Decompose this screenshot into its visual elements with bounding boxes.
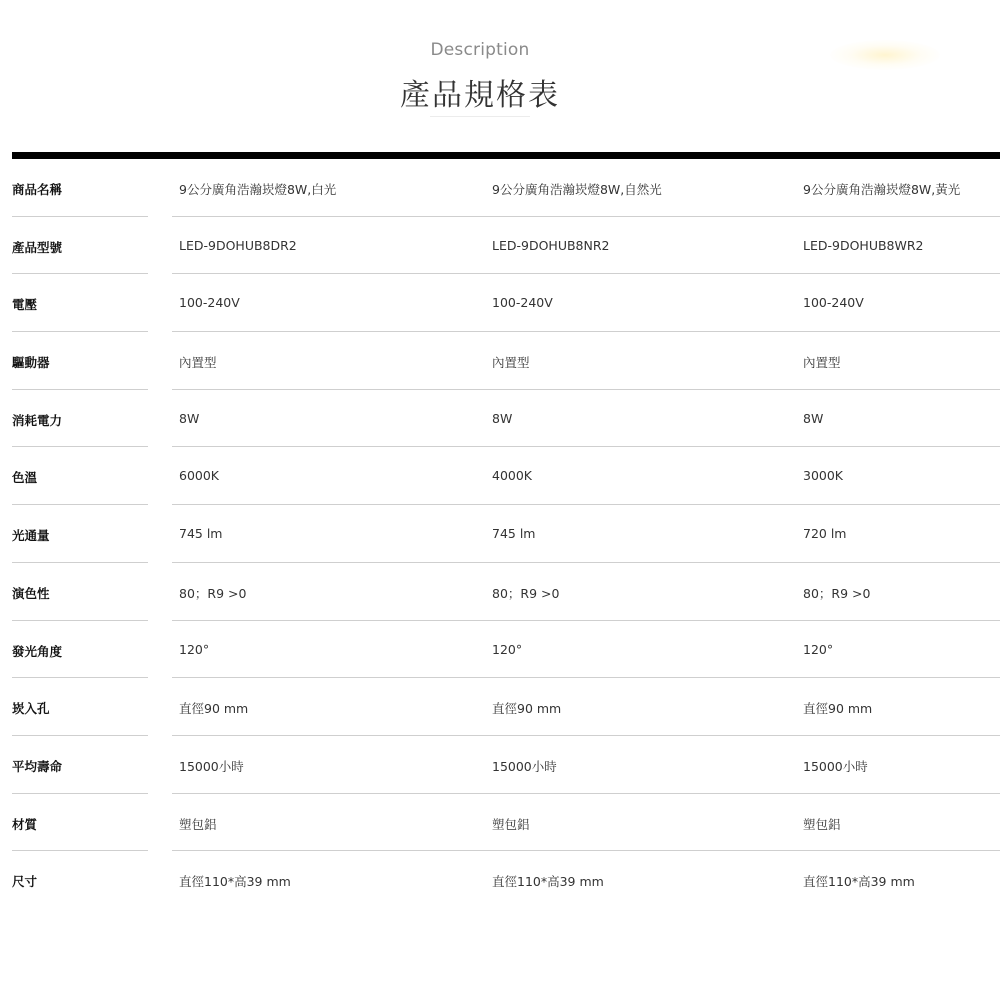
table-cell: 9公分廣角浩瀚崁燈8W,自然光 bbox=[492, 182, 662, 197]
row-label: 平均壽命 bbox=[12, 758, 63, 774]
table-cell: 15000小時 bbox=[179, 758, 244, 774]
table-top-rule bbox=[12, 152, 1000, 159]
row-label: 演色性 bbox=[12, 585, 50, 601]
table-cell: 9公分廣角浩瀚崁燈8W,黃光 bbox=[803, 182, 961, 197]
table-cell: 100-240V bbox=[179, 295, 240, 311]
table-cell: 720 lm bbox=[803, 526, 847, 542]
page-title: 產品規格表 bbox=[400, 78, 560, 113]
table-row bbox=[12, 736, 1000, 794]
table-cell: 內置型 bbox=[492, 355, 530, 371]
table-cell: 120° bbox=[803, 641, 834, 657]
row-label: 尺寸 bbox=[12, 874, 38, 890]
row-label: 色溫 bbox=[12, 470, 38, 486]
row-label: 電壓 bbox=[12, 297, 38, 313]
title-underline bbox=[430, 116, 530, 117]
table-row bbox=[12, 505, 1000, 563]
table-cell: 80；R9 >0 bbox=[179, 585, 247, 601]
table-cell: 745 lm bbox=[492, 526, 536, 542]
table-cell: 15000小時 bbox=[492, 758, 557, 774]
row-label: 消耗電力 bbox=[12, 412, 63, 428]
table-row bbox=[12, 621, 1000, 679]
row-label: 材質 bbox=[12, 816, 38, 832]
table-row bbox=[12, 159, 1000, 217]
table-row bbox=[12, 851, 1000, 909]
table-cell: 15000小時 bbox=[803, 758, 868, 774]
row-label: 商品名稱 bbox=[12, 182, 63, 197]
row-label: 光通量 bbox=[12, 528, 50, 544]
spec-table bbox=[12, 159, 1000, 909]
table-row bbox=[12, 274, 1000, 332]
table-row bbox=[12, 217, 1000, 275]
row-label: 崁入孔 bbox=[12, 701, 50, 717]
table-cell: 100-240V bbox=[492, 295, 553, 311]
section-subtitle: Description bbox=[430, 40, 530, 60]
table-row bbox=[12, 794, 1000, 852]
table-cell: 120° bbox=[492, 641, 523, 657]
table-cell: 塑包鋁 bbox=[492, 816, 530, 832]
table-cell: 塑包鋁 bbox=[179, 816, 217, 832]
table-cell: LED-9DOHUB8DR2 bbox=[179, 237, 297, 253]
table-cell: 直徑110*高39 mm bbox=[492, 874, 604, 890]
row-label: 驅動器 bbox=[12, 355, 50, 371]
table-cell: 9公分廣角浩瀚崁燈8W,白光 bbox=[179, 182, 337, 197]
table-cell: 直徑110*高39 mm bbox=[803, 874, 915, 890]
table-cell: 745 lm bbox=[179, 526, 223, 542]
table-cell: 直徑90 mm bbox=[803, 701, 873, 717]
table-row bbox=[12, 390, 1000, 448]
table-cell: 直徑90 mm bbox=[492, 701, 562, 717]
table-cell: 100-240V bbox=[803, 295, 864, 311]
table-cell: 塑包鋁 bbox=[803, 816, 841, 832]
table-cell: 直徑90 mm bbox=[179, 701, 249, 717]
table-cell: 80；R9 >0 bbox=[492, 585, 560, 601]
table-row bbox=[12, 563, 1000, 621]
table-cell: LED-9DOHUB8NR2 bbox=[492, 237, 610, 253]
table-cell: 4000K bbox=[492, 468, 533, 484]
table-cell: 8W bbox=[492, 410, 513, 426]
table-cell: 內置型 bbox=[179, 355, 217, 371]
row-label: 發光角度 bbox=[12, 643, 63, 659]
table-cell: 直徑110*高39 mm bbox=[179, 874, 291, 890]
table-cell: 6000K bbox=[179, 468, 220, 484]
table-cell: 8W bbox=[179, 410, 200, 426]
table-cell: 內置型 bbox=[803, 355, 841, 371]
row-label: 產品型號 bbox=[12, 239, 63, 255]
table-row bbox=[12, 447, 1000, 505]
table-cell: LED-9DOHUB8WR2 bbox=[803, 237, 924, 253]
table-cell: 8W bbox=[803, 410, 824, 426]
table-cell: 80；R9 >0 bbox=[803, 585, 871, 601]
table-row bbox=[12, 332, 1000, 390]
table-cell: 120° bbox=[179, 641, 210, 657]
table-cell: 3000K bbox=[803, 468, 844, 484]
table-row bbox=[12, 678, 1000, 736]
